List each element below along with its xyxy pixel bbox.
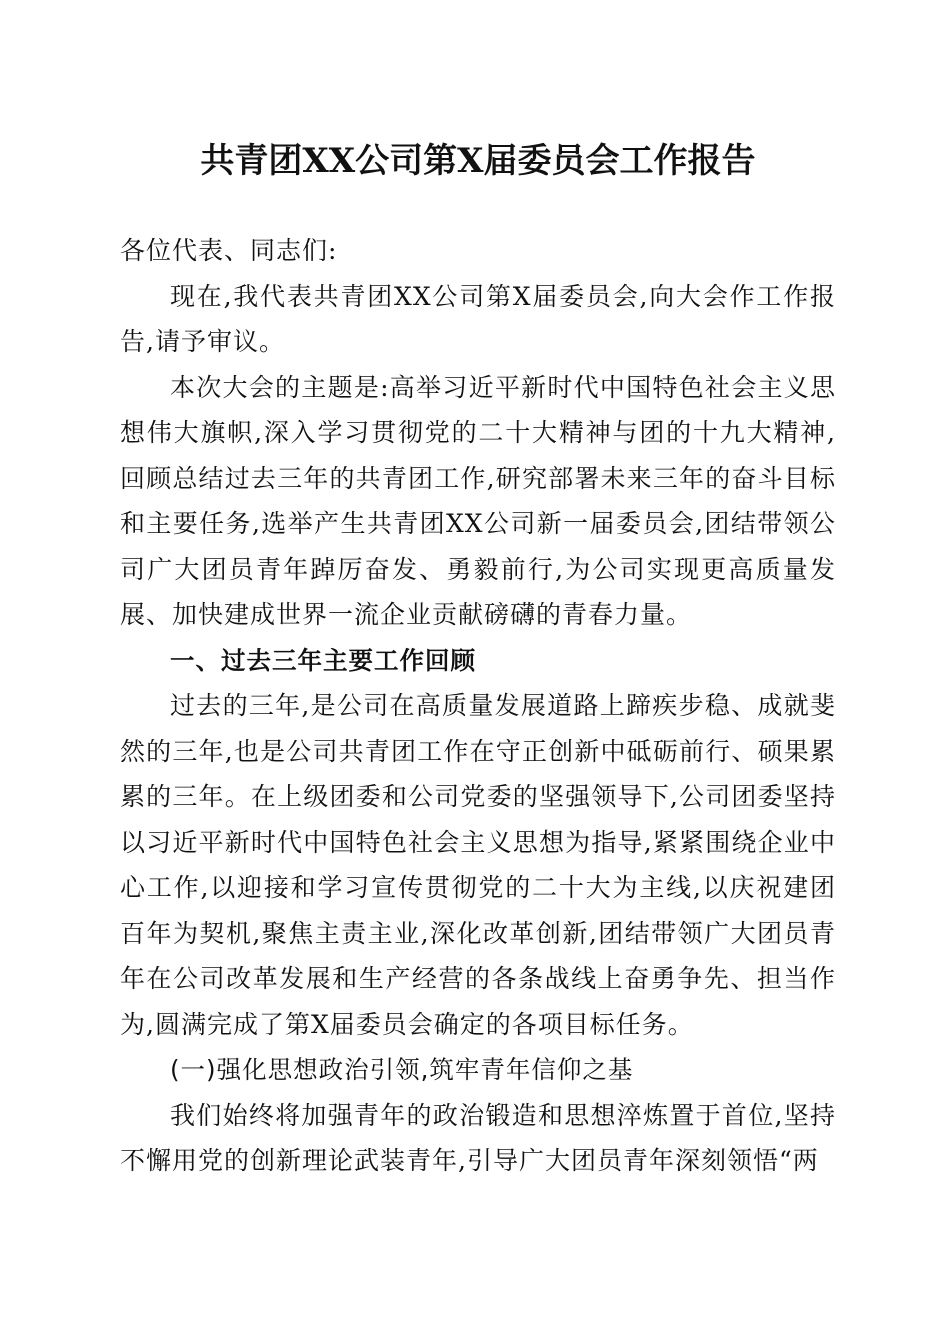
paragraph-work-review: 过去的三年,是公司在高质量发展道路上蹄疾步稳、成就斐然的三年,也是公司共青团工作在守正创新中砥砺前行、硕果累累的三年。在上级团委和公司党委的坚强领导下,公司团委坚持以习近平新时代中国特色社会主义思想为指导,紧紧围绕企业中心工作,以迎接和学习宣传贯彻党的二十大为主线,以庆祝建团百年为契机,聚焦主责主业,深化改革创新,团结带领广大团员青年在公司改革发展和生产经营的各条战线上奋勇争先、担当作为,圆满完成了第X届委员会确定的各项目标任务。 bbox=[120, 691, 836, 1039]
document-title: 共青团XX公司第X届委员会工作报告 bbox=[200, 141, 756, 181]
section-heading: 一、过去三年主要工作回顾 bbox=[170, 645, 476, 675]
document-body bbox=[120, 132, 836, 1184]
paragraph-meeting-theme: 本次大会的主题是:高举习近平新时代中国特色社会主义思想伟大旗帜,深入学习贯彻党的二十大精神与团的十九大精神,回顾总结过去三年的共青团工作,研究部署未来三年的奋斗目标和主要任务,选举产生共青团XX公司新一届委员会,团结带领公司广大团员青年踔厉奋发、勇毅前行,为公司实现更高质量发展、加快建成世界一流企业贡献磅礴的青春力量。 bbox=[120, 372, 836, 629]
paragraph-report-intro: 现在,我代表共青团XX公司第X届委员会,向大会作工作报告,请予审议。 bbox=[120, 281, 836, 356]
paragraph-ideological-guidance: 我们始终将加强青年的政治锻造和思想淬炼置于首位,坚持不懈用党的创新理论武装青年,引导广大团员青年深刻领悟“两 bbox=[120, 1100, 836, 1175]
subsection-heading: (一)强化思想政治引领,筑牢青年信仰之基 bbox=[170, 1055, 634, 1084]
salutation: 各位代表、同志们: bbox=[120, 236, 338, 265]
